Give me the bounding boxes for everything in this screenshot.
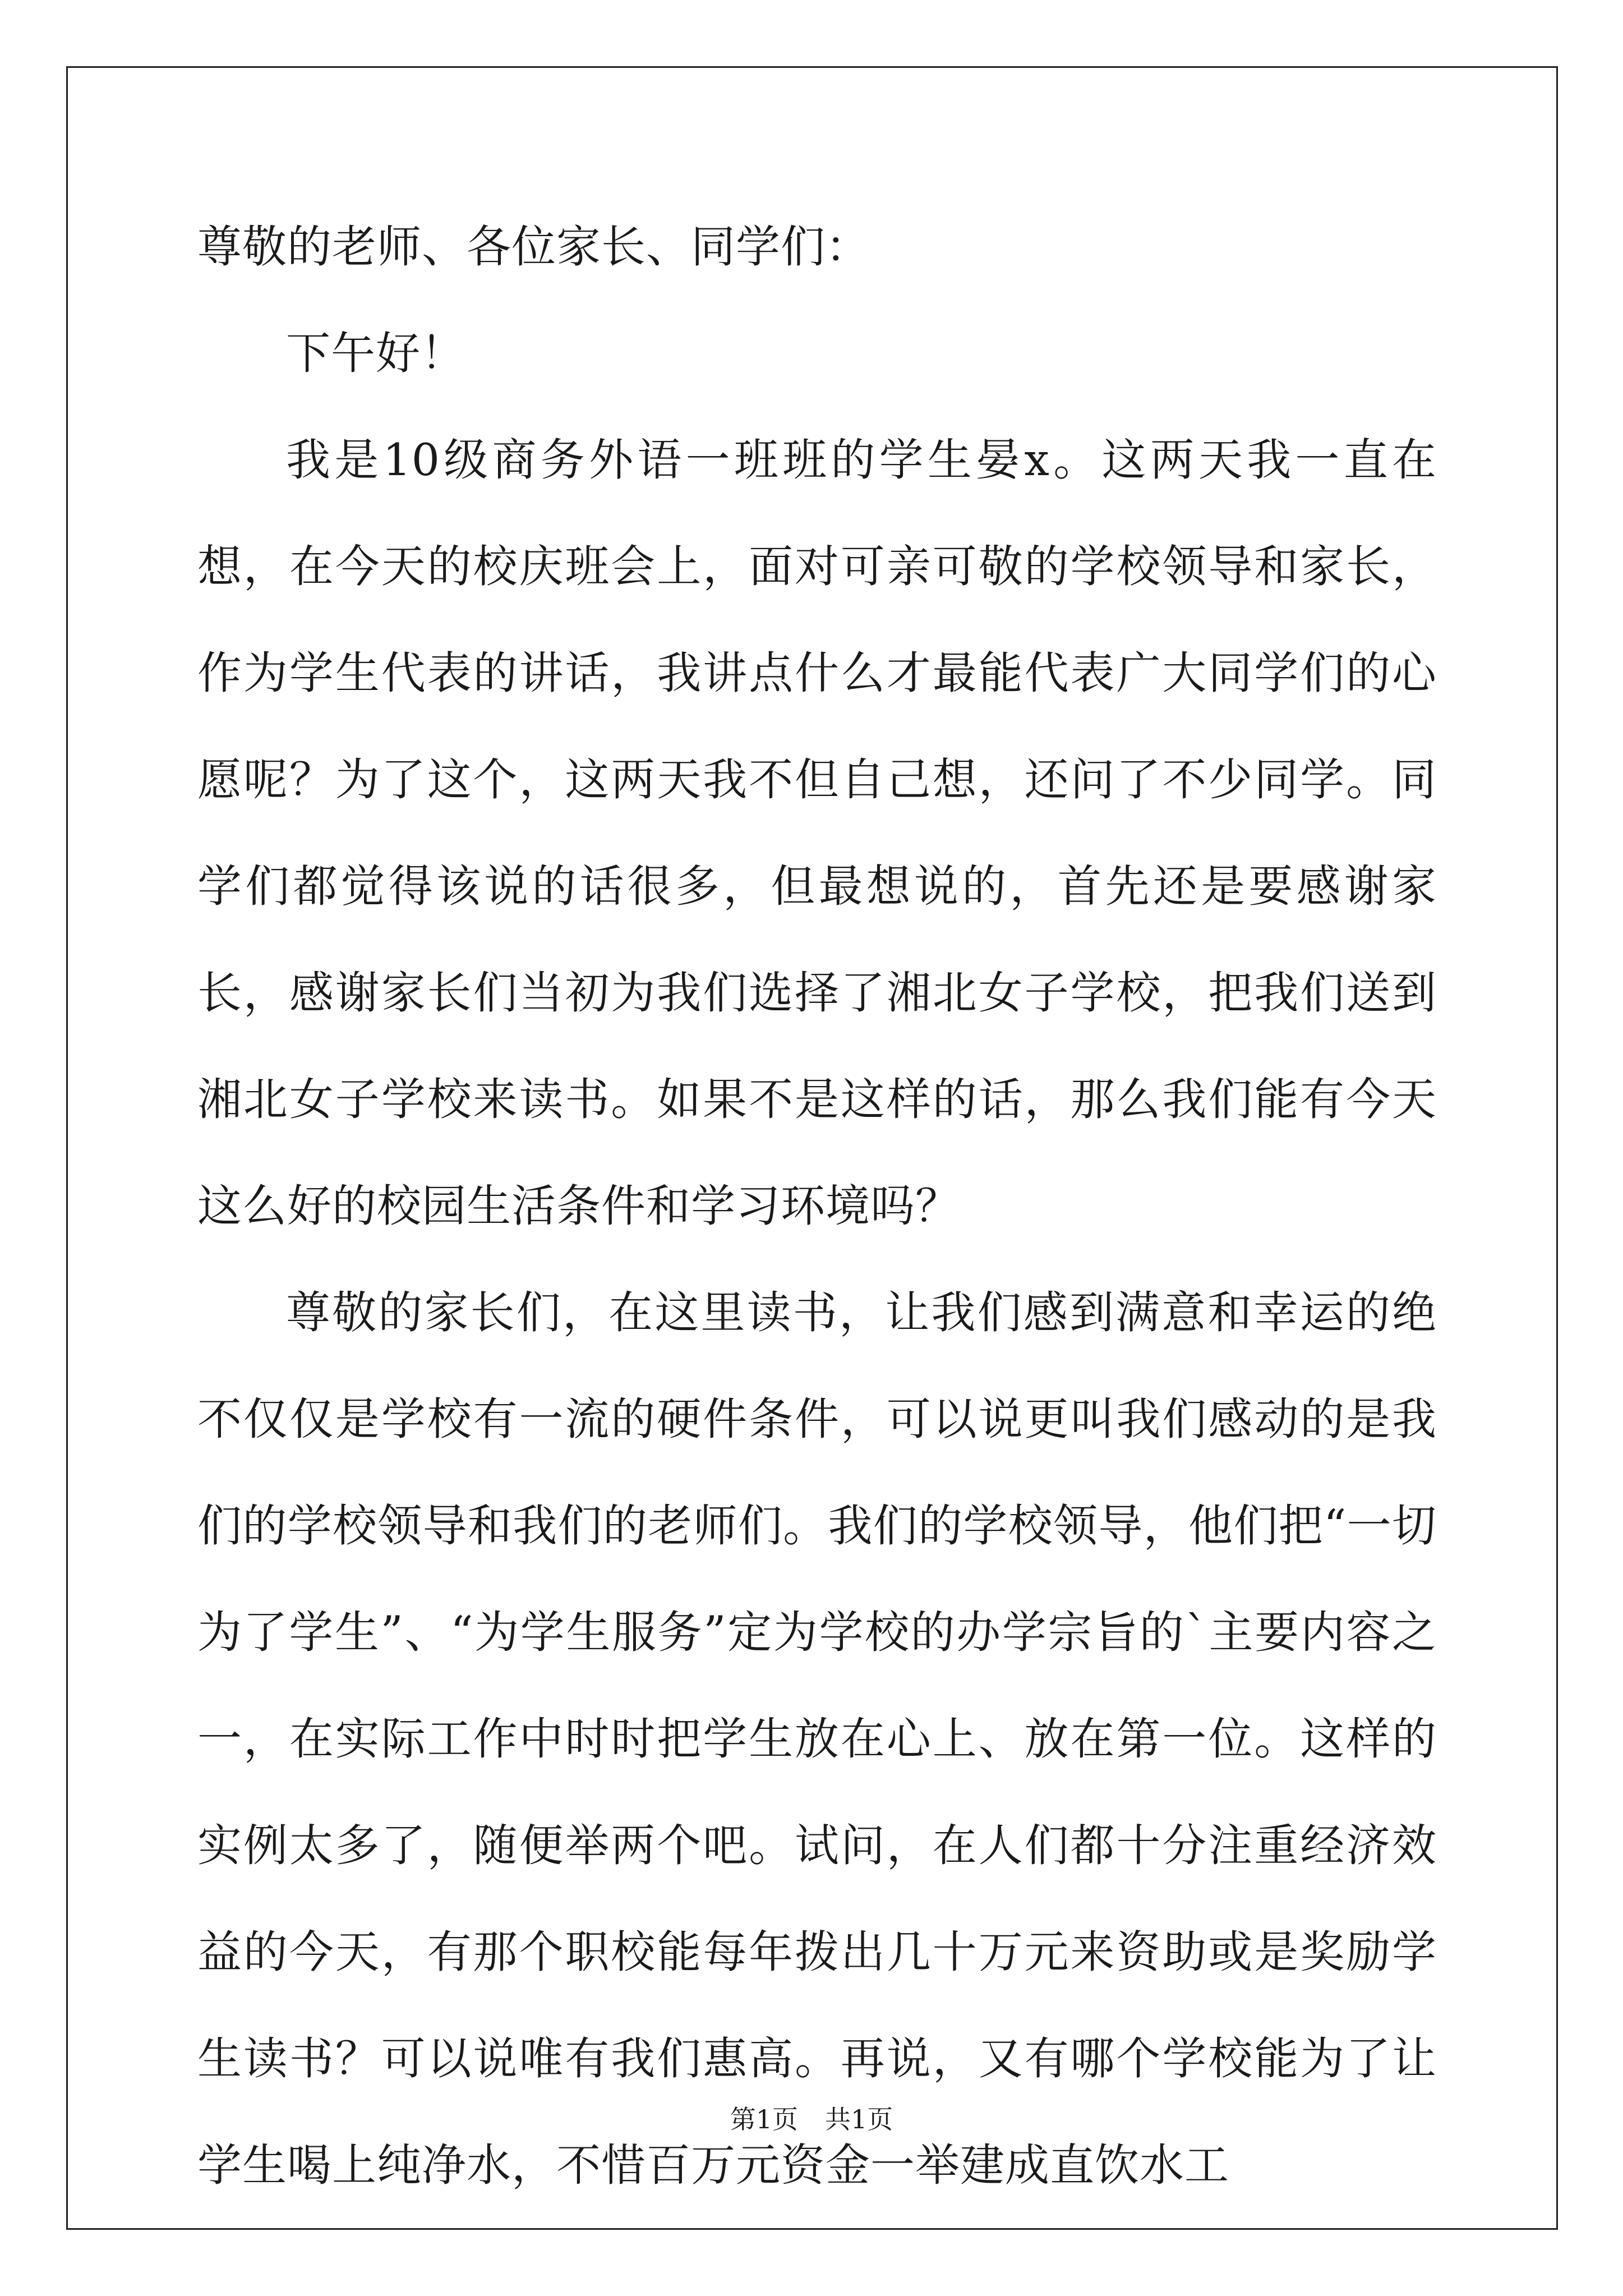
greeting-paragraph: 下午好！ xyxy=(286,328,465,379)
document-body xyxy=(197,194,1437,2219)
page-total: 共1页 xyxy=(825,2104,893,2134)
body-paragraph: 尊敬的家长们，在这里读书，让我们感到满意和幸运的绝不仅仅是学校有一流的硬件条件，可以说更叫我们感动的是我们的学校领导和我们的老师们。我们的学校领导，他们把“一切为了学生”、“为学生服务”定为学校的办学宗旨的`主要内容之一，在实际工作中时时把学生放在心上、放在第一位。这样的实例太多了，随便举两个吧。试问，在人们都十分注重经济效益的今天，有那个职校能每年拨出几十万元来资助或是奖励学生读书？可以说唯有我们惠高。再说，又有哪个学校能为了让学生喝上纯净水，不惜百万元资金一举建成直饮水工 xyxy=(197,1287,1437,2191)
body-paragraph: 我是10级商务外语一班班的学生晏x。这两天我一直在想，在今天的校庆班会上，面对可亲可敬的学校领导和家长，作为学生代表的讲话，我讲点什么才最能代表广大同学们的心愿呢？为了这个，这两天我不但自己想，还问了不少同学。同学们都觉得该说的话很多，但最想说的，首先还是要感谢家长，感谢家长们当初为我们选择了湘北女子学校，把我们送到湘北女子学校来读书。如果不是这样的话，那么我们能有今天这么好的校园生活条件和学习环境吗？ xyxy=(197,434,1437,1232)
page-number: 第1页 xyxy=(730,2104,798,2134)
page-footer xyxy=(0,2102,1623,2136)
salutation: 尊敬的老师、各位家长、同学们： xyxy=(197,221,870,273)
